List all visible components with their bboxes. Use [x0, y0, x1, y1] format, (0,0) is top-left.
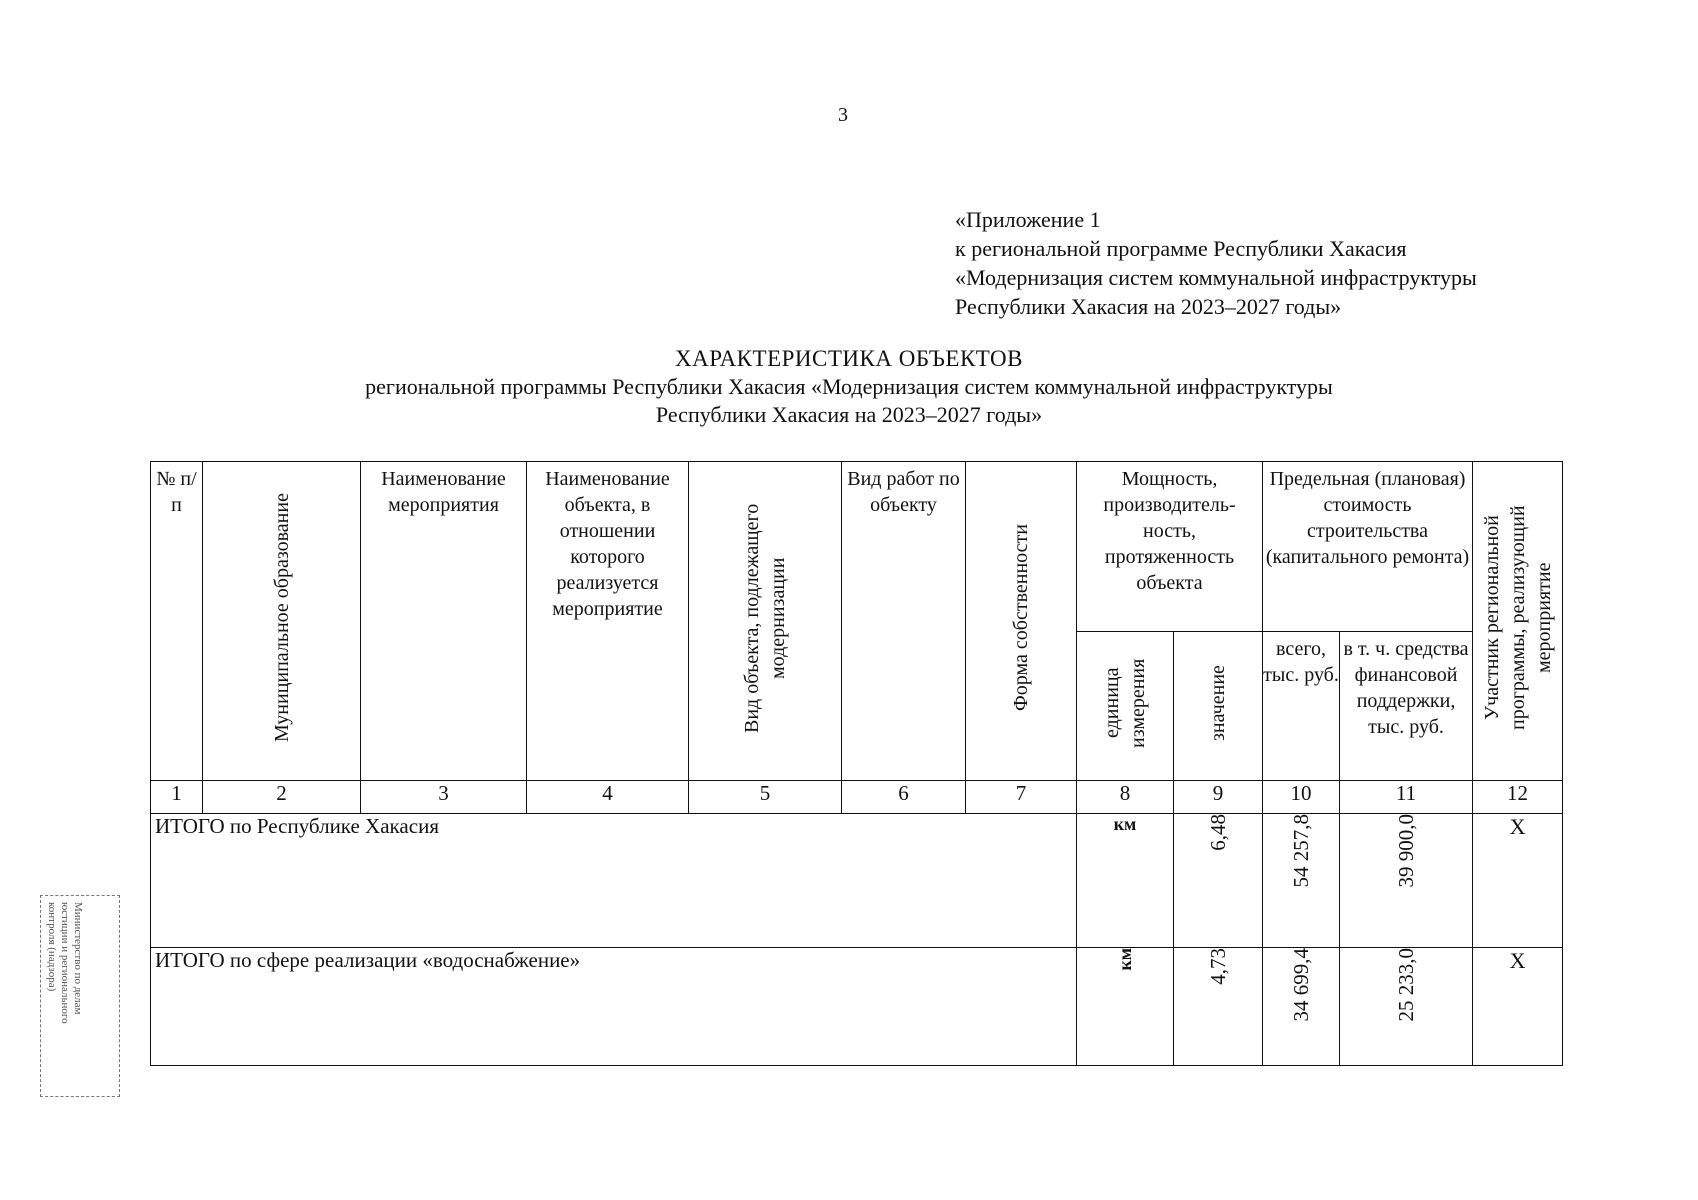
column-number: 1 — [151, 781, 203, 814]
appendix-line-1: «Приложение 1 — [955, 207, 1101, 232]
header-measure-name: Наименование мероприятия — [361, 462, 527, 781]
row-participant: Х — [1473, 814, 1563, 948]
header-value: значение — [1174, 631, 1263, 780]
heading-line-2: региональной программы Республики Хакасия «Модернизация систем коммунальной инфраструктуры — [365, 374, 1333, 399]
heading-line-3: Республики Хакасия на 2023–2027 годы» — [655, 402, 1043, 427]
column-number: 5 — [689, 781, 842, 814]
column-number: 9 — [1174, 781, 1263, 814]
column-number: 3 — [361, 781, 527, 814]
row-unit: км — [1077, 814, 1174, 948]
table-row — [151, 948, 1563, 1066]
column-number: 12 — [1473, 781, 1563, 814]
header-number: № п/п — [151, 462, 203, 781]
stamp-line-2: юстиции и регионального — [59, 902, 71, 1024]
column-number: 8 — [1077, 781, 1174, 814]
table-row — [151, 814, 1563, 948]
stamp-line-1: Министерство по делам — [72, 902, 84, 1015]
header-capacity: Мощность, производитель-ность, протяженность объекта — [1077, 462, 1263, 632]
header-unit: единица измерения — [1077, 631, 1174, 780]
row-participant: Х — [1473, 948, 1563, 1066]
column-number: 7 — [966, 781, 1077, 814]
header-participant: Участник региональной программы, реализующий мероприятие — [1473, 462, 1563, 781]
column-number: 11 — [1340, 781, 1473, 814]
row-cost-support: 25 233,0 — [1340, 948, 1473, 1066]
page-number: 3 — [838, 104, 848, 126]
header-work-type: Вид работ по объекту — [842, 462, 966, 781]
header-ownership: Форма собственности — [966, 462, 1077, 781]
header-object-name: Наименование объекта, в отношении которого реализуется мероприятие — [527, 462, 689, 781]
appendix-line-4: Республики Хакасия на 2023–2027 годы» — [955, 294, 1342, 319]
heading-title: ХАРАКТЕРИСТИКА ОБЪЕКТОВ — [675, 346, 1023, 371]
row-label: ИТОГО по сфере реализации «водоснабжение» — [151, 948, 1077, 1066]
row-cost-total: 54 257,8 — [1263, 814, 1340, 948]
row-value: 6,48 — [1174, 814, 1263, 948]
appendix-line-2: к региональной программе Республики Хакасия — [955, 236, 1407, 261]
objects-table — [150, 461, 1563, 1066]
row-cost-support: 39 900,0 — [1340, 814, 1473, 948]
row-cost-total: 34 699,4 — [1263, 948, 1340, 1066]
header-object-type: Вид объекта, подлежащего модернизации — [689, 462, 842, 781]
header-cost-total: всего, тыс. руб. — [1263, 631, 1340, 780]
header-municipality: Муниципальное образование — [203, 462, 361, 781]
row-label: ИТОГО по Республике Хакасия — [151, 814, 1077, 948]
appendix-line-3: «Модернизация систем коммунальной инфраструктуры — [955, 265, 1477, 290]
row-value: 4,73 — [1174, 948, 1263, 1066]
stamp-line-3: контроля (надзора) — [46, 902, 58, 992]
header-cost-support: в т. ч. средства финансовой поддержки, тыс. руб. — [1340, 631, 1473, 780]
column-number: 4 — [527, 781, 689, 814]
appendix-note — [955, 205, 1477, 321]
registration-stamp — [40, 895, 120, 1097]
document-heading — [0, 345, 1698, 429]
column-number: 6 — [842, 781, 966, 814]
column-number: 2 — [203, 781, 361, 814]
column-numbers-row — [151, 781, 1563, 814]
header-cost: Предельная (плановая) стоимость строительства (капитального ремонта) — [1263, 462, 1473, 632]
column-number: 10 — [1263, 781, 1340, 814]
row-unit: км — [1077, 948, 1174, 1066]
